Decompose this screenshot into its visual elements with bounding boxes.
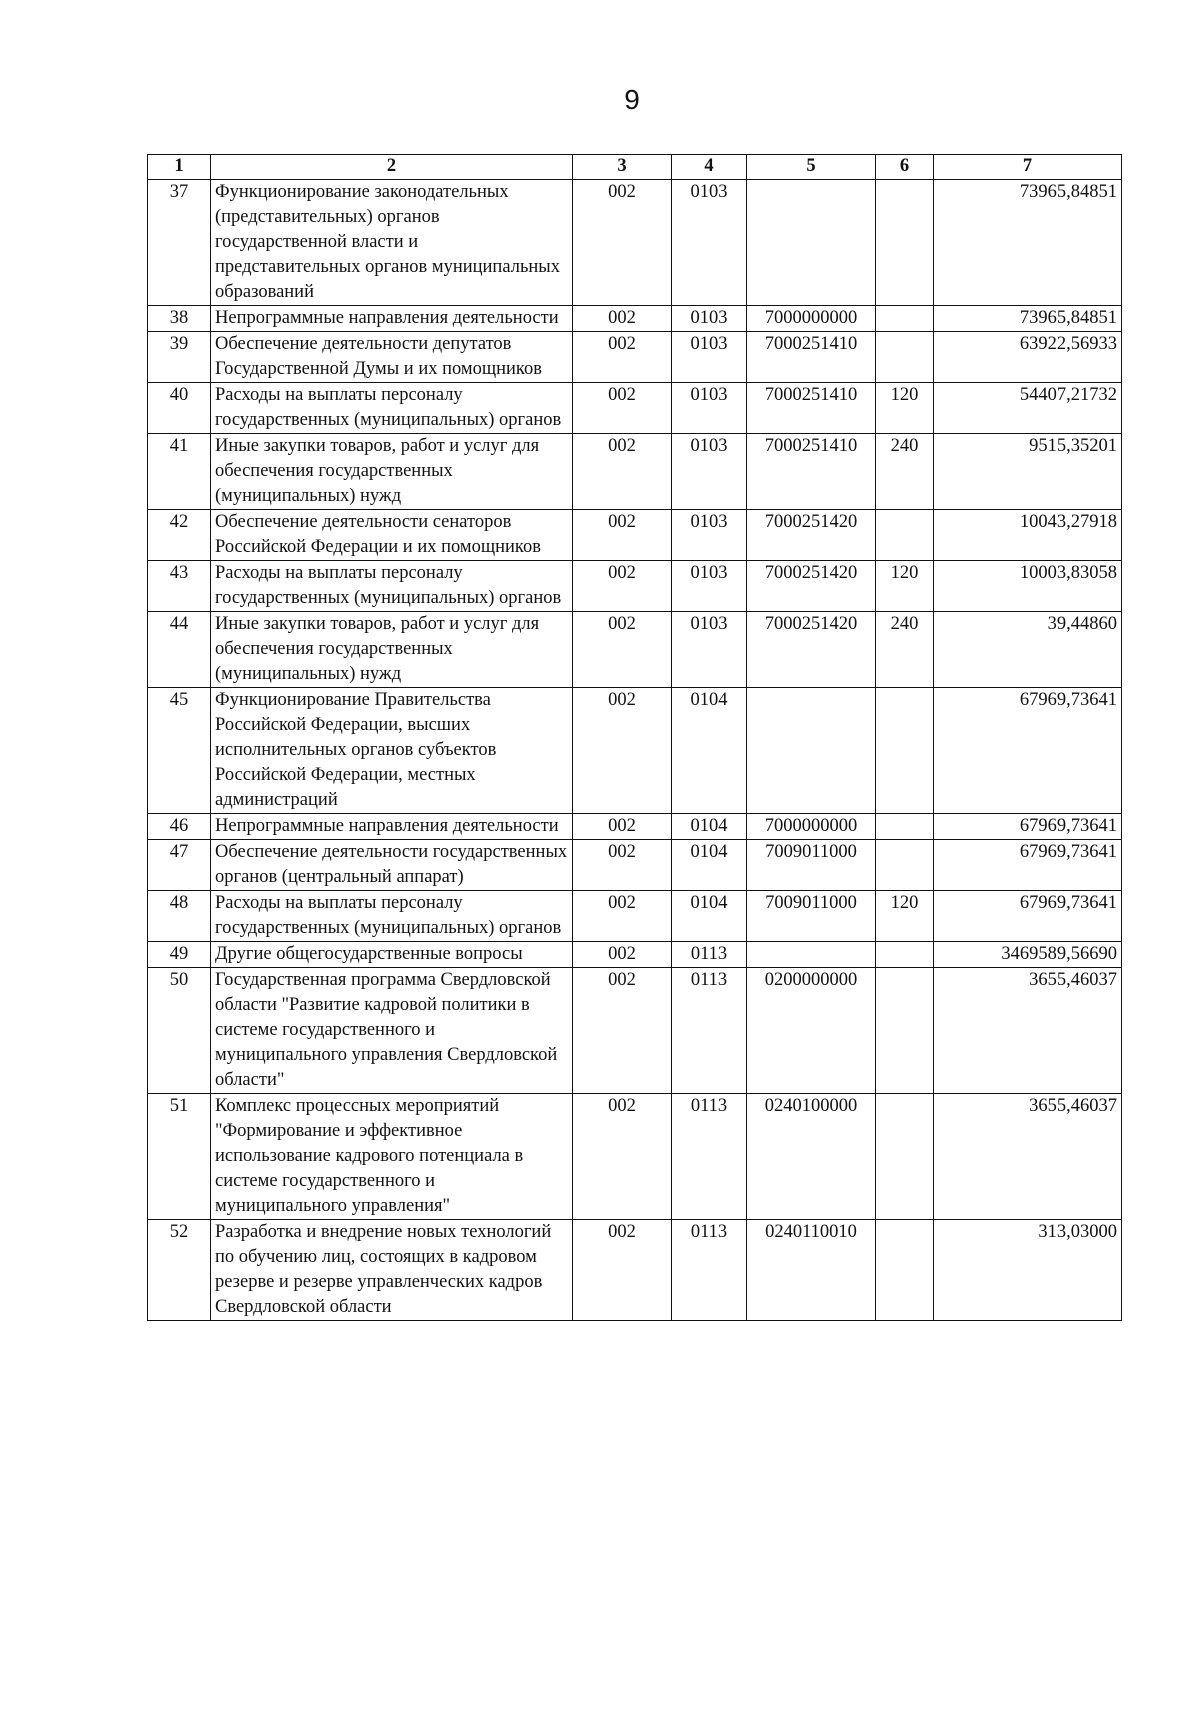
expense-name: Расходы на выплаты персоналу государственных (муниципальных) органов [211, 891, 573, 942]
row-number: 45 [148, 688, 211, 814]
expense-name: Непрограммные направления деятельности [211, 306, 573, 332]
amount: 10003,83058 [934, 561, 1122, 612]
row-number: 39 [148, 332, 211, 383]
ministry-code: 002 [573, 434, 672, 510]
expense-type-code: 120 [876, 383, 934, 434]
amount: 313,03000 [934, 1220, 1122, 1321]
ministry-code: 002 [573, 840, 672, 891]
row-number: 40 [148, 383, 211, 434]
target-article-code: 0240110010 [747, 1220, 876, 1321]
section-code: 0103 [672, 306, 747, 332]
table-row [148, 840, 1122, 891]
row-number: 42 [148, 510, 211, 561]
target-article-code [747, 942, 876, 968]
amount: 73965,84851 [934, 180, 1122, 306]
row-number: 46 [148, 814, 211, 840]
ministry-code: 002 [573, 891, 672, 942]
budget-table [147, 154, 1122, 1321]
amount: 39,44860 [934, 612, 1122, 688]
table-row [148, 180, 1122, 306]
row-number: 37 [148, 180, 211, 306]
ministry-code: 002 [573, 306, 672, 332]
amount: 3655,46037 [934, 968, 1122, 1094]
row-number: 44 [148, 612, 211, 688]
expense-name: Иные закупки товаров, работ и услуг для обеспечения государственных (муниципальных) нужд [211, 434, 573, 510]
ministry-code: 002 [573, 180, 672, 306]
row-number: 43 [148, 561, 211, 612]
section-code: 0103 [672, 332, 747, 383]
expense-type-code [876, 840, 934, 891]
ministry-code: 002 [573, 942, 672, 968]
amount: 9515,35201 [934, 434, 1122, 510]
section-code: 0103 [672, 434, 747, 510]
expense-name: Комплекс процессных мероприятий "Формирование и эффективное использование кадрового потенциала в системе государственного и муниципального управления" [211, 1094, 573, 1220]
column-header: 1 [148, 155, 211, 180]
page-number: 9 [624, 84, 640, 115]
row-number: 52 [148, 1220, 211, 1321]
table-row [148, 434, 1122, 510]
column-header: 5 [747, 155, 876, 180]
expense-name: Разработка и внедрение новых технологий по обучению лиц, состоящих в кадровом резерве и резерве управленческих кадров Свердловской области [211, 1220, 573, 1321]
expense-name: Обеспечение деятельности государственных органов (центральный аппарат) [211, 840, 573, 891]
column-header: 4 [672, 155, 747, 180]
table-row [148, 306, 1122, 332]
expense-name: Расходы на выплаты персоналу государственных (муниципальных) органов [211, 383, 573, 434]
expense-type-code [876, 688, 934, 814]
ministry-code: 002 [573, 688, 672, 814]
section-code: 0103 [672, 510, 747, 561]
ministry-code: 002 [573, 968, 672, 1094]
amount: 10043,27918 [934, 510, 1122, 561]
target-article-code: 7000251420 [747, 561, 876, 612]
table-row [148, 561, 1122, 612]
amount: 73965,84851 [934, 306, 1122, 332]
target-article-code [747, 180, 876, 306]
header-row [148, 155, 1122, 180]
ministry-code: 002 [573, 814, 672, 840]
expense-name: Обеспечение деятельности сенаторов Российской Федерации и их помощников [211, 510, 573, 561]
expense-name: Функционирование законодательных (представительных) органов государственной власти и представительных органов муниципальных образований [211, 180, 573, 306]
amount: 54407,21732 [934, 383, 1122, 434]
row-number: 47 [148, 840, 211, 891]
expense-type-code [876, 306, 934, 332]
expense-type-code [876, 1094, 934, 1220]
expense-type-code [876, 814, 934, 840]
target-article-code: 7000000000 [747, 814, 876, 840]
ministry-code: 002 [573, 561, 672, 612]
table-row [148, 332, 1122, 383]
amount: 67969,73641 [934, 814, 1122, 840]
target-article-code [747, 688, 876, 814]
expense-name: Другие общегосударственные вопросы [211, 942, 573, 968]
ministry-code: 002 [573, 383, 672, 434]
expense-type-code [876, 942, 934, 968]
ministry-code: 002 [573, 510, 672, 561]
table-row [148, 968, 1122, 1094]
table-row [148, 688, 1122, 814]
expense-name: Обеспечение деятельности депутатов Государственной Думы и их помощников [211, 332, 573, 383]
target-article-code: 0200000000 [747, 968, 876, 1094]
row-number: 41 [148, 434, 211, 510]
table-row [148, 1094, 1122, 1220]
section-code: 0103 [672, 180, 747, 306]
target-article-code: 7000251410 [747, 383, 876, 434]
amount: 67969,73641 [934, 688, 1122, 814]
table-row [148, 1220, 1122, 1321]
table-row [148, 612, 1122, 688]
table-row [148, 891, 1122, 942]
column-header: 2 [211, 155, 573, 180]
expense-name: Государственная программа Свердловской области "Развитие кадровой политики в системе государственного и муниципального управления Свердловской области" [211, 968, 573, 1094]
row-number: 50 [148, 968, 211, 1094]
expense-type-code [876, 1220, 934, 1321]
section-code: 0103 [672, 561, 747, 612]
expense-name: Непрограммные направления деятельности [211, 814, 573, 840]
amount: 67969,73641 [934, 840, 1122, 891]
section-code: 0113 [672, 1094, 747, 1220]
table-row [148, 814, 1122, 840]
expense-type-code: 120 [876, 891, 934, 942]
target-article-code: 0240100000 [747, 1094, 876, 1220]
expense-type-code: 120 [876, 561, 934, 612]
amount: 67969,73641 [934, 891, 1122, 942]
row-number: 49 [148, 942, 211, 968]
row-number: 48 [148, 891, 211, 942]
expense-type-code [876, 332, 934, 383]
ministry-code: 002 [573, 1094, 672, 1220]
ministry-code: 002 [573, 1220, 672, 1321]
table-row [148, 942, 1122, 968]
target-article-code: 7000251410 [747, 434, 876, 510]
section-code: 0103 [672, 612, 747, 688]
expense-name: Функционирование Правительства Российской Федерации, высших исполнительных органов субъектов Российской Федерации, местных администраций [211, 688, 573, 814]
target-article-code: 7000251420 [747, 612, 876, 688]
row-number: 38 [148, 306, 211, 332]
table-row [148, 383, 1122, 434]
amount: 3469589,56690 [934, 942, 1122, 968]
table-row [148, 510, 1122, 561]
section-code: 0104 [672, 891, 747, 942]
section-code: 0113 [672, 1220, 747, 1321]
ministry-code: 002 [573, 612, 672, 688]
section-code: 0104 [672, 688, 747, 814]
amount: 3655,46037 [934, 1094, 1122, 1220]
section-code: 0113 [672, 968, 747, 1094]
column-header: 7 [934, 155, 1122, 180]
section-code: 0113 [672, 942, 747, 968]
target-article-code: 7000000000 [747, 306, 876, 332]
expense-name: Иные закупки товаров, работ и услуг для обеспечения государственных (муниципальных) нужд [211, 612, 573, 688]
column-header: 3 [573, 155, 672, 180]
row-number: 51 [148, 1094, 211, 1220]
section-code: 0104 [672, 814, 747, 840]
expense-type-code: 240 [876, 434, 934, 510]
ministry-code: 002 [573, 332, 672, 383]
expense-type-code [876, 510, 934, 561]
expense-type-code: 240 [876, 612, 934, 688]
section-code: 0104 [672, 840, 747, 891]
column-header: 6 [876, 155, 934, 180]
target-article-code: 7000251410 [747, 332, 876, 383]
amount: 63922,56933 [934, 332, 1122, 383]
expense-name: Расходы на выплаты персоналу государственных (муниципальных) органов [211, 561, 573, 612]
target-article-code: 7009011000 [747, 840, 876, 891]
section-code: 0103 [672, 383, 747, 434]
expense-type-code [876, 968, 934, 1094]
expense-type-code [876, 180, 934, 306]
target-article-code: 7009011000 [747, 891, 876, 942]
target-article-code: 7000251420 [747, 510, 876, 561]
